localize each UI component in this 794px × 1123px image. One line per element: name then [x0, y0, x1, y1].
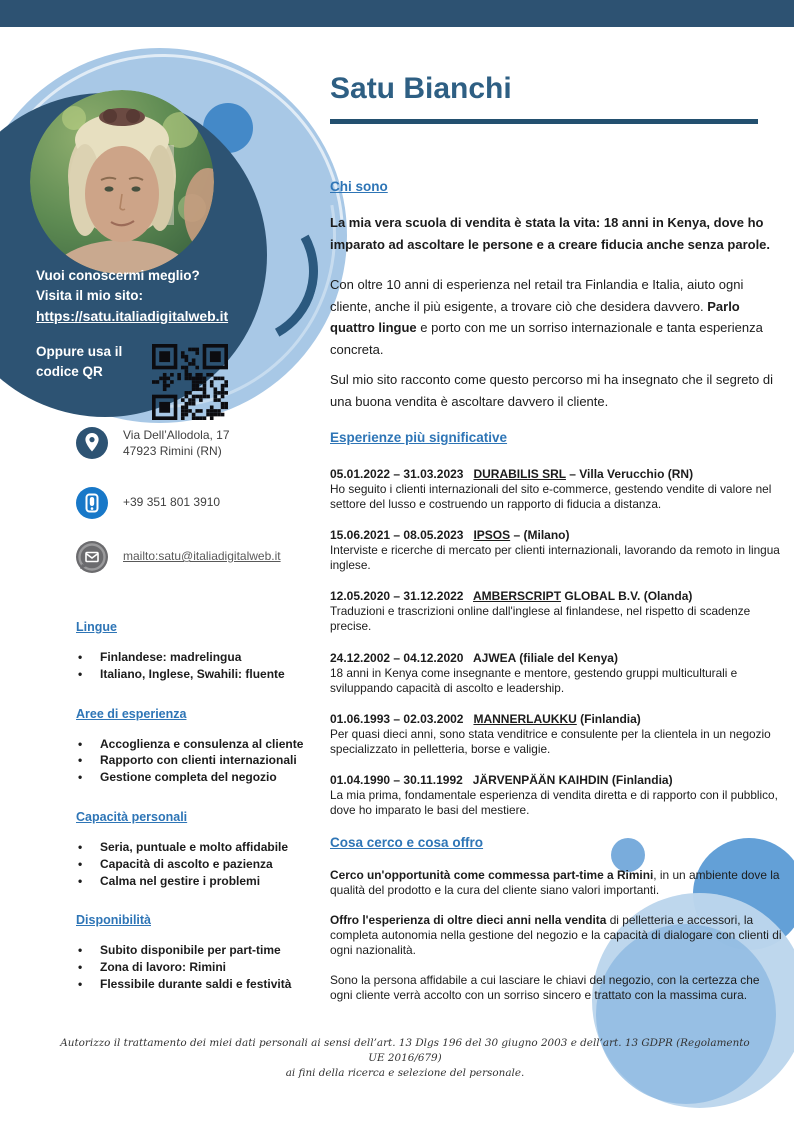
- sidebar-heading-capacita: Capacità personali: [76, 809, 188, 824]
- experience-entry: [330, 773, 782, 818]
- lingue-list: [76, 649, 328, 683]
- sidebar-heading-aree: Aree di esperienza: [76, 706, 187, 721]
- experience-entry: [330, 467, 782, 512]
- experience-description: Ho seguito i clienti internazionali del sito e-commerce, gestendo vendite di valore nel settore del lusso e costruendo un rapporto di fiducia a distanza.: [330, 482, 772, 512]
- cosa-paragraph-3: Sono la persona affidabile a cui lasciare le chiavi del negozio, con la certezza che ogni cliente verrà accolto con un sorriso sincero e trattato con la massima cura.: [330, 972, 760, 1002]
- experience-entry: [330, 651, 782, 696]
- experience-header: 15.06.2021 – 08.05.2023 IPSOS – (Milano): [330, 528, 570, 543]
- inline-link[interactable]: DURABILIS SRL: [473, 467, 566, 481]
- section-heading-cosa-cerco: Cosa cerco e cosa offro: [330, 835, 484, 851]
- disponibilita-list: [76, 942, 328, 992]
- address-line-1: Via Dell’Allodola, 17: [123, 428, 230, 442]
- contact-phone: [75, 486, 220, 520]
- email-icon: [75, 540, 109, 574]
- promo-line-1: Vuoi conoscermi meglio?: [36, 268, 200, 283]
- main-column: [330, 70, 782, 1003]
- inline-link[interactable]: IPSOS: [473, 528, 511, 543]
- chi-sono-paragraph-3: Sul mio sito racconto come questo percorso mi ha insegnato che il segreto di una buona vendita è ascoltare davvero il cliente.: [330, 372, 773, 409]
- section-heading-esperienze: Esperienze più significative: [330, 430, 508, 445]
- disclaimer-line-2: ai fini della ricerca e selezione del personale.: [285, 1067, 525, 1079]
- email-link[interactable]: mailto:satu@italiadigitalweb.it: [123, 549, 281, 563]
- privacy-disclaimer: [60, 1036, 750, 1081]
- cosa-paragraph-2: Offro l'esperienza di oltre dieci anni nella vendita di pelletteria e accessori, la completa autonomia nella gestione del negozio e la capacità di dialogare con clienti di ogni nazionalità.: [330, 912, 782, 958]
- promo-text: [36, 266, 326, 327]
- experience-entry: [330, 589, 782, 634]
- sidebar-sections: [76, 612, 328, 1009]
- experience-header: 01.04.1990 – 30.11.1992 JÄRVENPÄÄN KAIHDIN (Finlandia): [330, 772, 673, 787]
- experience-header: 12.05.2020 – 31.12.2022 AMBERSCRIPT GLOBAL B.V. (Olanda): [330, 589, 693, 604]
- experience-entry: [330, 528, 782, 573]
- section-heading-chi-sono: Chi sono: [330, 179, 388, 194]
- chi-sono-paragraph-1: La mia vera scuola di vendita è stata la vita: 18 anni in Kenya, dove ho imparato ad ascoltare le persone e a creare fiducia anche senza parole.: [330, 215, 771, 252]
- list-item: • Capacità di ascolto e pazienza: [76, 856, 328, 873]
- experience-description: 18 anni in Kenya come insegnante e mentore, gestendo gruppi multiculturali e sviluppando capacità di ascolto e leadership.: [330, 665, 738, 695]
- list-item: • Subito disponibile per part-time: [76, 942, 328, 959]
- title-rule: [330, 119, 758, 124]
- list-item: • Zona di lavoro: Rimini: [76, 959, 328, 976]
- inline-link[interactable]: MANNERLAUKKU: [473, 711, 577, 726]
- capacita-list: [76, 839, 328, 889]
- chi-sono-paragraph-2: Con oltre 10 anni di esperienza nel retail tra Finlandia e Italia, aiuto ogni cliente, anche il più esigente, a trovare ciò che desidera davvero. Parlo quattro lingue e porto con me un sorriso internazionale e tanta esperienza concreta.: [330, 277, 763, 357]
- experience-description: Per quasi dieci anni, sono stata venditrice e consulente per la clientela in un negozio specializzato in pelletteria, borse e valigie.: [330, 726, 771, 756]
- sidebar-heading-lingue: Lingue: [76, 620, 117, 634]
- aree-list: [76, 736, 328, 786]
- experience-description: Traduzioni e trascrizioni online dall'inglese al finlandese, nel rispetto di scadenze precise.: [330, 604, 751, 634]
- list-item: • Calma nel gestire i problemi: [76, 873, 328, 890]
- list-item: • Gestione completa del negozio: [76, 769, 328, 786]
- phone-number: +39 351 801 3910: [123, 495, 221, 509]
- experience-header: 24.12.2002 – 04.12.2020 AJWEA (filiale del Kenya): [330, 650, 618, 665]
- experience-list: [330, 467, 782, 818]
- location-pin-icon: [75, 426, 109, 460]
- contact-address: [75, 426, 230, 460]
- qr-code: [152, 344, 228, 420]
- phone-icon: [75, 486, 109, 520]
- sidebar-heading-disponibilita: Disponibilità: [76, 913, 151, 928]
- address-line-2: 47923 Rimini (RN): [123, 443, 222, 458]
- website-link[interactable]: https://satu.italiadigitalweb.it: [36, 308, 229, 324]
- list-item: • Flessibile durante saldi e festività: [76, 976, 328, 993]
- list-item: • Seria, puntuale e molto affidabile: [76, 839, 328, 856]
- list-item: • Rapporto con clienti internazionali: [76, 752, 328, 769]
- cosa-paragraph-1: Cerco un'opportunità come commessa part-time a Rimini, in un ambiente dove la qualità del prodotto e la cura del cliente siano valori importanti.: [330, 868, 780, 898]
- disclaimer-line-1: Autorizzo il trattamento dei miei dati personali ai sensi dell’art. 13 Dlgs 196 del 30 giugno 2003 e dell’art. 13 GDPR (Regolamento UE 2016/679): [60, 1037, 750, 1064]
- experience-entry: [330, 712, 782, 757]
- experience-header: 01.06.1993 – 02.03.2002 MANNERLAUKKU (Finlandia): [330, 711, 641, 726]
- experience-description: La mia prima, fondamentale esperienza di vendita diretta e di rapporto con il pubblico, dove ho imparato le basi del mestiere.: [330, 787, 778, 818]
- list-item: • Finlandese: madrelingua: [76, 649, 328, 666]
- list-item: • Accoglienza e consulenza al cliente: [76, 736, 328, 753]
- page-title: Satu Bianchi: [330, 72, 512, 105]
- promo-line-2: Visita il mio sito:: [36, 288, 144, 303]
- top-bar: [0, 0, 794, 27]
- list-item: • Italiano, Inglese, Swahili: fluente: [76, 666, 328, 683]
- profile-photo: [30, 90, 214, 274]
- inline-link[interactable]: AMBERSCRIPT: [473, 589, 562, 604]
- contact-email: [75, 540, 281, 574]
- experience-header: 05.01.2022 – 31.03.2023 DURABILIS SRL – Villa Verucchio (RN): [330, 467, 694, 481]
- qr-label: Oppure usa il codice QR: [36, 344, 123, 379]
- experience-description: Interviste e ricerche di mercato per clienti internazionali, lavorando da remoto in lingua inglese.: [330, 543, 780, 573]
